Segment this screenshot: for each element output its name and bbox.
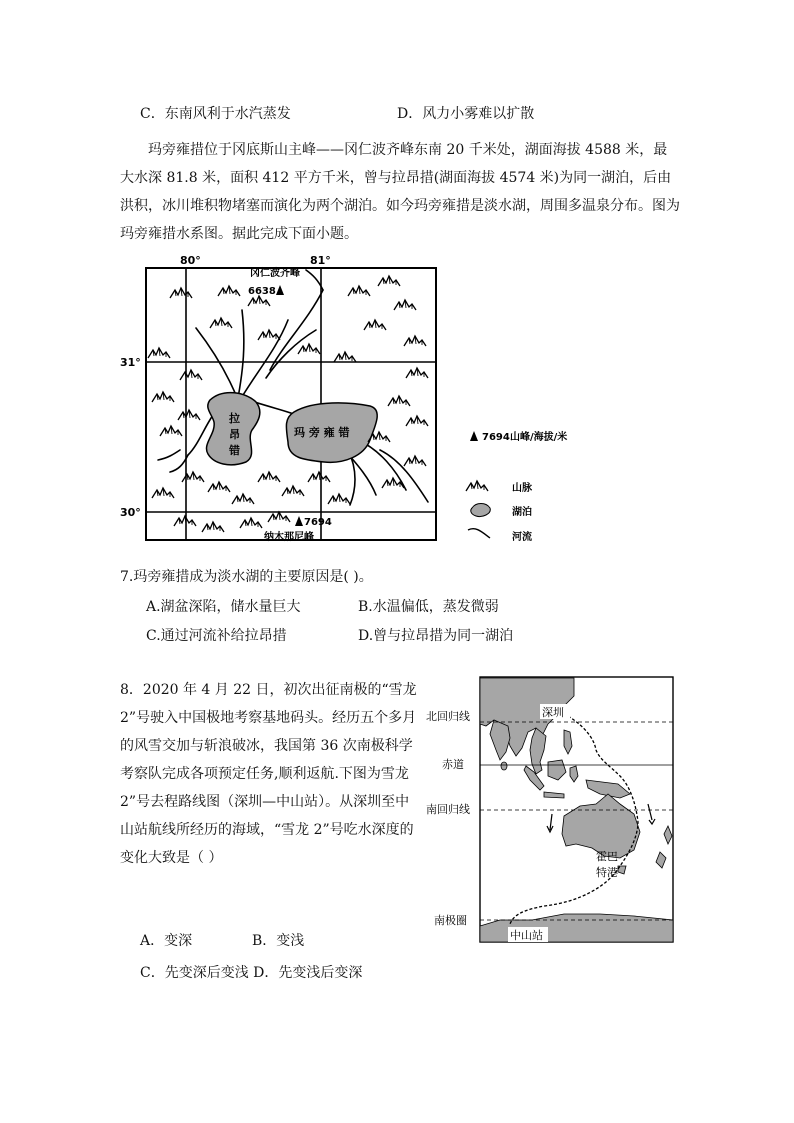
legend-lake-icon	[471, 504, 490, 517]
lake-east-label: 玛 旁 雍 错	[294, 426, 350, 439]
legend-peak-icon	[470, 431, 478, 441]
label-shenzhen: 深圳	[542, 706, 564, 719]
legend-river-label: 河流	[512, 532, 532, 543]
q8-option-cd: C．先变深后变浅 D．先变浅后变深	[140, 965, 363, 981]
q6-option-d: D．风力小雾难以扩散	[397, 106, 535, 122]
label-hobart-line1: 霍巴	[596, 850, 618, 863]
lake-map	[118, 250, 568, 550]
q7-option-d: D.曾与拉昂措为同一湖泊	[358, 628, 514, 644]
lat-30-label: 30°	[120, 506, 141, 519]
label-tropic-south: 南回归线	[426, 803, 470, 816]
label-zhongshan: 中山站	[510, 929, 543, 942]
lon-81-label: 81°	[310, 254, 331, 267]
legend-peak-sample: 7694	[482, 432, 510, 443]
q8-stem: 8．2020 年 4 月 22 日，初次出征南极的“雪龙 2”号驶入中国极地考察基地码头。经历五个多月的风雪交加与斩浪破冰，我国第 36 次南极科学考察队完成各项预定任务,顺利返航.下图为雪龙 2”号去程路线图（深圳—中山站）。从深圳至中山站航线所经历的海域，“雪龙 2”号吃水深度的变化大致是（ ）	[120, 682, 417, 866]
label-tropic-north: 北回归线	[426, 710, 470, 723]
rivers	[158, 270, 428, 505]
legend-river-icon	[468, 529, 490, 538]
lake-west-char-3: 错	[229, 444, 240, 457]
legend-mountain-label: 山脉	[512, 483, 532, 494]
lake-west-char-1: 拉	[229, 412, 240, 425]
map-legend	[466, 430, 567, 543]
intro-paragraph: 玛旁雍措位于冈底斯山主峰——冈仁波齐峰东南 20 千米处，湖面海拔 4588 米，最大水深 81.8 米，面积 412 平方千米，曾与拉昂措(湖面海拔 4574 米)为同一湖泊，后由洪积，冰川堆积物堵塞而演化为两个湖泊。如今玛旁雍措是淡水湖，周围多温泉分布。图为玛旁雍措水系图。据此完成下面小题。	[120, 142, 680, 242]
peak-north-triangle-icon	[276, 285, 284, 295]
map-frame	[146, 268, 436, 540]
label-equator: 赤道	[442, 758, 464, 771]
label-hobart-line2: 特港	[596, 866, 618, 879]
label-antarctic-circle: 南极圈	[434, 914, 467, 927]
legend-peak-label: 山峰/海拔/米	[510, 432, 568, 443]
peak-south-elev: 7694	[304, 517, 332, 528]
peak-north-elev: 6638	[248, 286, 276, 297]
lon-80-label: 80°	[180, 254, 201, 267]
route-map	[424, 676, 676, 944]
legend-lake-label: 湖泊	[512, 507, 532, 518]
lat-31-label: 31°	[120, 356, 141, 369]
q7-option-c: C.通过河流补给拉昂措	[146, 628, 287, 644]
mountain-ranges	[148, 276, 428, 532]
q7-option-a: A.湖盆深陷，储水量巨大	[146, 599, 301, 615]
peak-north-name: 冈仁波齐峰	[250, 268, 300, 279]
q8-option-a: A．变深	[140, 933, 193, 949]
legend-mountain-icon	[466, 481, 488, 491]
q6-option-c: C．东南风利于水汽蒸发	[140, 106, 291, 122]
lake-west-char-2: 昂	[229, 428, 240, 441]
peak-south-name: 纳木那尼峰	[264, 532, 314, 543]
peak-south-triangle-icon	[295, 516, 303, 526]
q7-option-b: B.水温偏低，蒸发微弱	[358, 599, 499, 615]
q8-option-b: B．变浅	[252, 933, 305, 949]
q7-stem: 7.玛旁雍措成为淡水湖的主要原因是( )。	[120, 569, 373, 585]
